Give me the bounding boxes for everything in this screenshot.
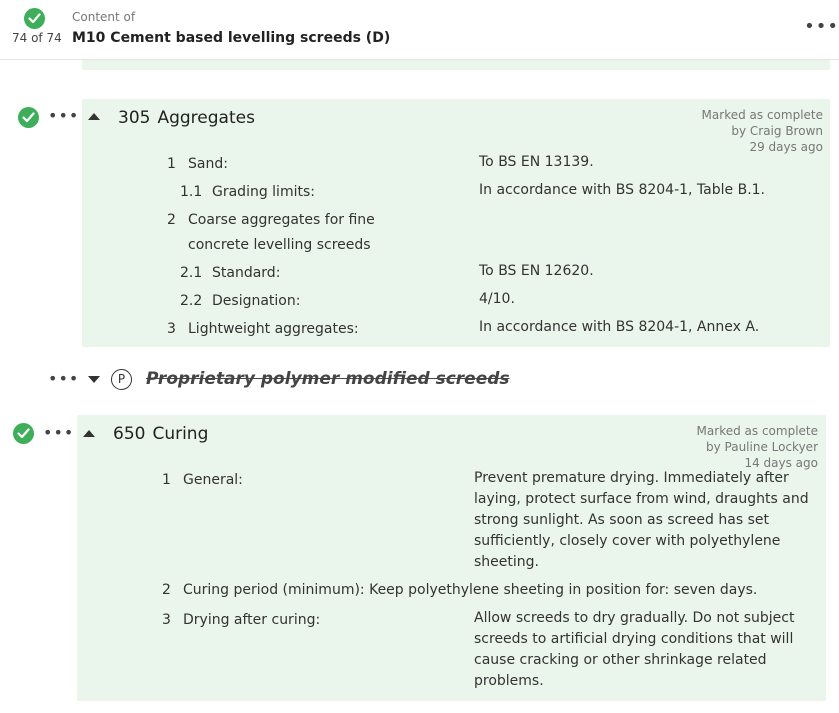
value-line: laying, protect surface from wind, draughts and [474,491,809,507]
clause-more-icon[interactable]: ••• [43,423,75,442]
list-item [167,154,228,175]
progress-count: 74 of 74 [12,31,62,45]
complete-check-icon[interactable] [13,423,34,444]
status-label: Marked as complete [701,108,823,122]
item-number: 3 [162,612,171,628]
list-item [167,210,375,231]
header-subtitle: Content of [72,10,136,24]
value-line: problems. [474,673,544,689]
item-value: To BS EN 12620. [479,263,594,279]
clause-title-text: Curing [152,424,209,444]
status-time: 14 days ago [744,456,818,470]
value-line: sufficiently, closely cover with polyethylene [474,533,781,549]
clause-number: 650 [113,424,146,444]
value-line: screeds to artificial drying conditions that will [474,631,794,647]
clause-more-icon[interactable]: ••• [48,106,80,125]
list-item [162,610,320,631]
list-item [180,263,280,284]
item-number: 2 [162,582,171,598]
clause-more-icon[interactable]: ••• [48,369,80,388]
item-number: 1.1 [180,184,203,200]
completion-status [697,423,818,471]
list-item [162,470,243,491]
status-user: by Craig Brown [731,124,823,138]
clause-panel-curing [77,415,826,701]
item-value: In accordance with BS 8204-1, Table B.1. [479,182,766,198]
clause-number: 305 [118,108,151,128]
value-line: strong sunlight. As soon as screed has set [474,512,769,528]
item-value: In accordance with BS 8204-1, Annex A. [479,319,760,335]
clause-title-proprietary[interactable]: Proprietary polymer modified screeds [146,369,510,389]
item-label: Grading limits: [212,184,315,200]
item-label: Lightweight aggregates: [188,321,359,337]
item-label: Designation: [212,293,301,309]
item-label: Coarse aggregates for fine [188,212,375,228]
list-item [167,319,359,340]
collapse-caret-icon[interactable] [88,113,100,120]
item-number: 2 [167,212,176,228]
item-label-continued: concrete levelling screeds [188,237,371,253]
clause-title-text: Aggregates [157,108,255,128]
more-options-icon[interactable]: ••• [804,16,839,37]
item-number: 2.2 [180,293,203,309]
item-label: Drying after curing: [183,612,321,628]
item-value [474,468,809,573]
clause-title[interactable] [118,108,255,128]
clause-title[interactable] [113,424,208,444]
list-item [180,291,300,312]
clause-panel-aggregates [82,99,830,347]
content-header [0,0,839,60]
complete-check-icon [24,8,45,29]
item-value: 4/10. [479,291,515,307]
status-user: by Pauline Lockyer [705,440,818,454]
item-value [474,608,794,692]
page-title: M10 Cement based levelling screeds (D) [72,30,391,46]
complete-check-icon[interactable] [18,107,39,128]
value-line: Prevent premature drying. Immediately after [474,470,789,486]
item-number: 3 [167,321,176,337]
item-number: 1 [167,156,176,172]
item-label: Curing period (minimum): Keep polyethylene sheeting in position for: seven days. [183,582,758,598]
item-number: 2.1 [180,265,203,281]
item-number: 1 [162,472,171,488]
value-line: cause cracking or other shrinkage related [474,652,767,668]
item-label: General: [183,472,243,488]
status-label: Marked as complete [696,424,818,438]
status-time: 29 days ago [749,140,823,154]
value-line: Allow screeds to dry gradually. Do not subject [474,610,795,626]
item-value: To BS EN 13139. [479,154,594,170]
item-label: Standard: [212,265,281,281]
completion-status [702,107,823,155]
proprietary-badge-icon: P [111,369,132,390]
list-item [162,580,757,601]
expand-caret-icon[interactable] [88,376,100,383]
item-label: Sand: [188,156,228,172]
collapse-caret-icon[interactable] [83,430,95,437]
list-item [180,182,315,203]
value-line: sheeting. [474,554,539,570]
